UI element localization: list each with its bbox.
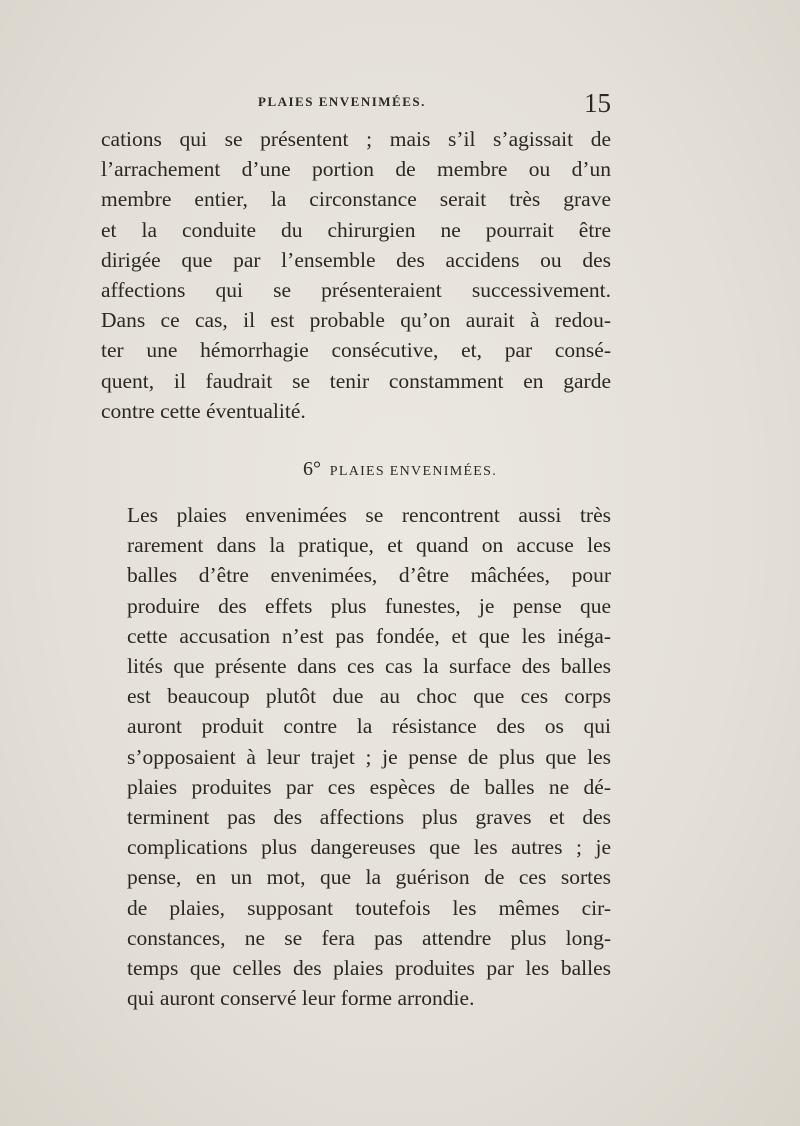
text-line: pense, en un mot, que la guérison de ces sortes bbox=[127, 865, 611, 890]
text-line: l’arrachement d’une portion de membre ou d’un bbox=[101, 157, 611, 182]
text-line: auront produit contre la résistance des os qui bbox=[127, 714, 611, 739]
text-line: terminent pas des affections plus graves et des bbox=[127, 805, 611, 830]
text-line: cations qui se présentent ; mais s’il s’agissait de bbox=[101, 127, 611, 151]
text-line: balles d’être envenimées, d’être mâchées, pour bbox=[127, 563, 611, 588]
section-heading bbox=[0, 458, 800, 481]
running-head bbox=[0, 88, 800, 122]
text-line: Dans ce cas, il est probable qu’on aurait à redou- bbox=[101, 308, 611, 333]
text-line: lités que présente dans ces cas la surface des balles bbox=[127, 654, 611, 679]
page-number: 15 bbox=[584, 88, 611, 118]
text-line: de plaies, supposant toutefois les mêmes cir- bbox=[127, 895, 611, 920]
text-line: produire des effets plus funestes, je pense que bbox=[127, 593, 611, 618]
text-line: complications plus dangereuses que les autres ; je bbox=[127, 835, 611, 860]
text-line: est beaucoup plutôt due au choc que ces corps bbox=[127, 684, 611, 709]
text-line: affections qui se présenteraient successivement. bbox=[101, 278, 611, 303]
section-number: 6° bbox=[302, 458, 321, 480]
text-line: membre entier, la circonstance serait très grave bbox=[101, 187, 611, 212]
paragraph-continued bbox=[101, 124, 611, 426]
paragraph-plaies-envenimees bbox=[101, 500, 611, 1013]
text-line: s’opposaient à leur trajet ; je pense de plus que les bbox=[127, 744, 611, 769]
text-line: ter une hémorrhagie consécutive, et, par consé- bbox=[101, 338, 611, 363]
text-line: et la conduite du chirurgien ne pourrait être bbox=[101, 217, 611, 242]
text-line: rarement dans la pratique, et quand on accuse les bbox=[127, 533, 611, 558]
text-line: constances, ne se fera pas attendre plus long- bbox=[127, 925, 611, 950]
text-line: quent, il faudrait se tenir constamment en garde bbox=[101, 368, 611, 393]
text-line: temps que celles des plaies produites par les balles bbox=[127, 956, 611, 981]
text-line: Les plaies envenimées se rencontrent aussi très bbox=[127, 503, 611, 527]
running-title: PLAIES ENVENIMÉES. bbox=[258, 94, 426, 109]
text-line: dirigée que par l’ensemble des accidens ou des bbox=[101, 247, 611, 272]
text-line: cette accusation n’est pas fondée, et que les inéga- bbox=[127, 623, 611, 648]
text-line: qui auront conservé leur forme arrondie. bbox=[127, 986, 475, 1011]
text-line: contre cette éventualité. bbox=[101, 398, 306, 423]
section-title: PLAIES ENVENIMÉES. bbox=[329, 464, 498, 479]
text-line: plaies produites par ces espèces de balles ne dé- bbox=[127, 774, 611, 799]
